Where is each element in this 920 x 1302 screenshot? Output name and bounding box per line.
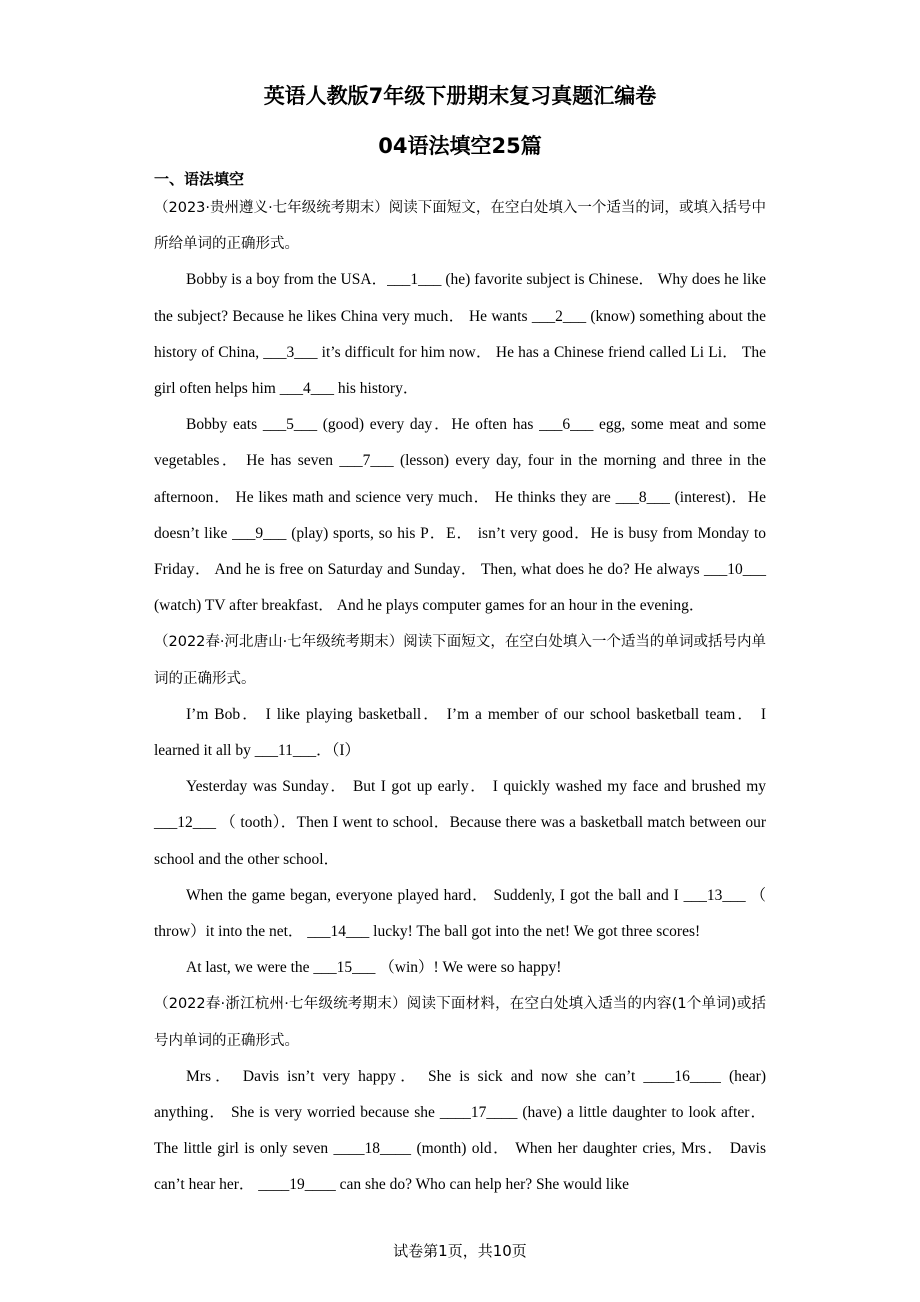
passage-paragraph: Bobby is a boy from the USA．___1___ (he) favorite subject is Chinese． Why does he like the subject? Because he likes China very much． He wants ___2___ (know) something about the history of China, ___3___ it’s difficult for him now． He has a Chinese friend called Li Li． The girl often helps him ___4___ his history． — [154, 271, 766, 398]
passages-body — [154, 190, 766, 1204]
passage-source: （2023·贵州遵义·七年级统考期末）阅读下面短文，在空白处填入一个适当的词，或填入括号中所给单词的正确形式。 — [154, 200, 766, 253]
passage-paragraph: At last, we were the ___15___ （win）! We were so happy! — [186, 959, 562, 977]
passage-source: （2022春·河北唐山·七年级统考期末）阅读下面短文，在空白处填入一个适当的单词或括号内单词的正确形式。 — [154, 634, 766, 687]
document-subtitle: 04语法填空25篇 — [378, 134, 542, 158]
passage-paragraph: Bobby eats ___5___ (good) every day．He often has ___6___ egg, some meat and some vegetables． He has seven ___7___ (lesson) every day, four in the morning and three in the afternoon． He likes math and science very much． He thinks they are ___8___ (interest)．He doesn’t like ___9___ (play) sports, so his P．E． isn’t very good．He is busy from Monday to Friday． And he is free on Saturday and Sunday． Then, what does he do? He always ___10___ (watch) TV after breakfast． And he plays computer games for an hour in the evening． — [154, 416, 766, 615]
passage-paragraph: When the game began, everyone played hard． Suddenly, I got the ball and I ___13___ （ throw）it into the net． ___14___ lucky! The ball got into the net! We got three scores! — [154, 886, 766, 941]
page-footer: 试卷第1页，共10页 — [393, 1242, 527, 1260]
passage-paragraph: I’m Bob． I like playing basketball． I’m a member of our school basketball team． I learned it all by ___11___．（I） — [154, 705, 766, 760]
passage-paragraph: Yesterday was Sunday． But I got up early． I quickly washed my face and brushed my ___12___ （ tooth）．Then I went to school．Because there was a basketball match between our school and the other school． — [154, 778, 766, 868]
document-title: 英语人教版7年级下册期末复习真题汇编卷 — [263, 84, 657, 108]
section-heading: 一、语法填空 — [154, 170, 245, 188]
passage-source: （2022春·浙江杭州·七年级统考期末）阅读下面材料，在空白处填入适当的内容(1个单词)或括号内单词的正确形式。 — [154, 996, 766, 1049]
passage-paragraph: Mrs． Davis isn’t very happy． She is sick and now she can’t ____16____ (hear) anything． She is very worried because she ____17____ (have) a little daughter to look after． The little girl is only seven ____18____ (month) old． When her daughter cries, Mrs． Davis can’t hear her． ____19____ can she do? Who can help her? She would like — [154, 1067, 766, 1194]
